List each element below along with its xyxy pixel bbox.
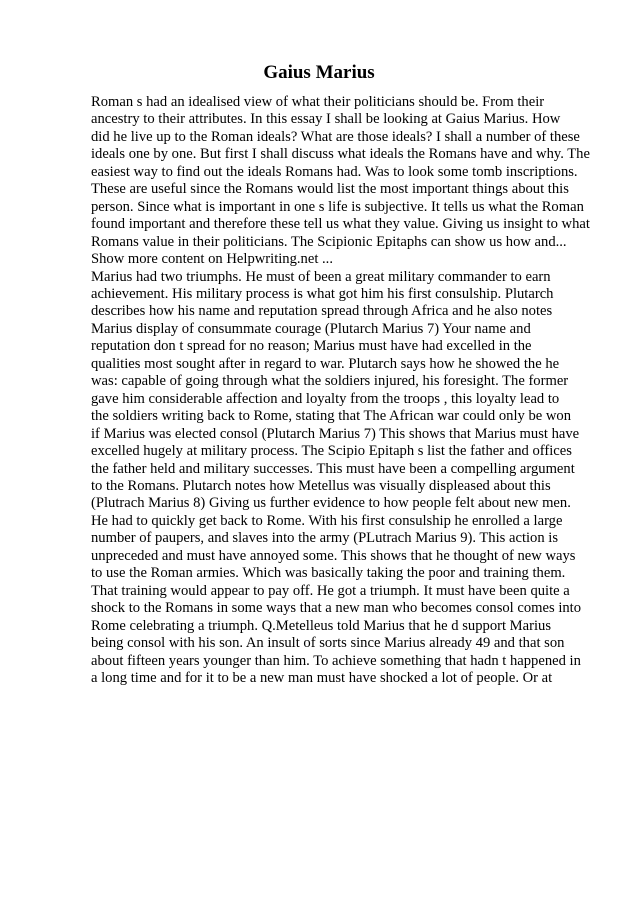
- text-line: reputation don t spread for no reason; Marius must have had excelled in the: [91, 338, 532, 355]
- text-line: found important and therefore these tell us what they value. Giving us insight to what: [91, 216, 590, 233]
- text-line: about fifteen years younger than him. To achieve something that hadn t happened in: [91, 652, 581, 669]
- text-line: a long time and for it to be a new man must have shocked a lot of people. Or at: [91, 669, 553, 686]
- text-line: the father held and military successes. This must have been a compelling argument: [91, 460, 575, 477]
- text-line: These are useful since the Romans would list the most important things about this: [91, 181, 569, 198]
- text-line: Show more content on Helpwriting.net ...: [91, 251, 333, 268]
- text-line: being consol with his son. An insult of sorts since Marius already 49 and that son: [91, 635, 565, 652]
- text-line: Marius had two triumphs. He must of been a great military commander to earn: [91, 268, 551, 285]
- text-line: gave him considerable affection and loyalty from the troops , this loyalty lead to: [91, 390, 560, 407]
- text-line: ancestry to their attributes. In this essay I shall be looking at Gaius Marius. How: [91, 111, 561, 128]
- text-line: describes how his name and reputation spread through Africa and he also notes: [91, 303, 553, 320]
- text-line: to use the Roman armies. Which was basically taking the poor and training them.: [91, 565, 566, 582]
- text-line: Roman s had an idealised view of what their politicians should be. From their: [91, 94, 545, 110]
- text-line: ideals one by one. But first I shall discuss what ideals the Romans have and why. The: [91, 146, 590, 163]
- text-line: unpreceded and must have annoyed some. This shows that he thought of new ways: [91, 547, 576, 564]
- text-line: did he live up to the Roman ideals? What are those ideals? I shall a number of these: [91, 128, 580, 145]
- text-line: (Plutrach Marius 8) Giving us further evidence to how people felt about new men.: [91, 495, 571, 512]
- text-line: to the Romans. Plutarch notes how Metellus was visually displeased about this: [91, 477, 551, 494]
- text-line: was: capable of going through what the soldiers injured, his foresight. The former: [91, 373, 569, 390]
- text-line: He had to quickly get back to Rome. With his first consulship he enrolled a large: [91, 512, 563, 529]
- text-line: the soldiers writing back to Rome, stating that The African war could only be won: [91, 408, 572, 425]
- text-line: Rome celebrating a triumph. Q.Metelleus told Marius that he d support Marius: [91, 617, 552, 634]
- text-line: Marius display of consummate courage (Plutarch Marius 7) Your name and: [91, 320, 531, 337]
- text-line: shock to the Romans in some ways that a new man who becomes consol comes into: [91, 600, 582, 617]
- text-line: Romans value in their politicians. The Scipionic Epitaphs can show us how and...: [91, 233, 567, 250]
- text-line: achievement. His military process is what got him his first consulship. Plutarch: [91, 285, 554, 302]
- text-line: easiest way to find out the ideals Romans had. Was to look some tomb inscriptions.: [91, 163, 578, 180]
- text-line: if Marius was elected consol (Plutarch Marius 7) This shows that Marius must have: [91, 425, 580, 442]
- text-line: person. Since what is important in one s life is subjective. It tells us what the Roman: [91, 198, 584, 215]
- text-line: qualities most sought after in regard to war. Plutarch says how he showed the he: [91, 355, 560, 372]
- essay-body: [91, 94, 611, 687]
- text-line: excelled hugely at military process. The Scipio Epitaph s list the father and offices: [91, 443, 572, 460]
- text-line: That training would appear to pay off. He got a triumph. It must have been quite a: [91, 582, 570, 599]
- page-title: Gaius Marius: [263, 62, 375, 83]
- text-line: number of paupers, and slaves into the army (PLutrach Marius 9). This action is: [91, 530, 559, 547]
